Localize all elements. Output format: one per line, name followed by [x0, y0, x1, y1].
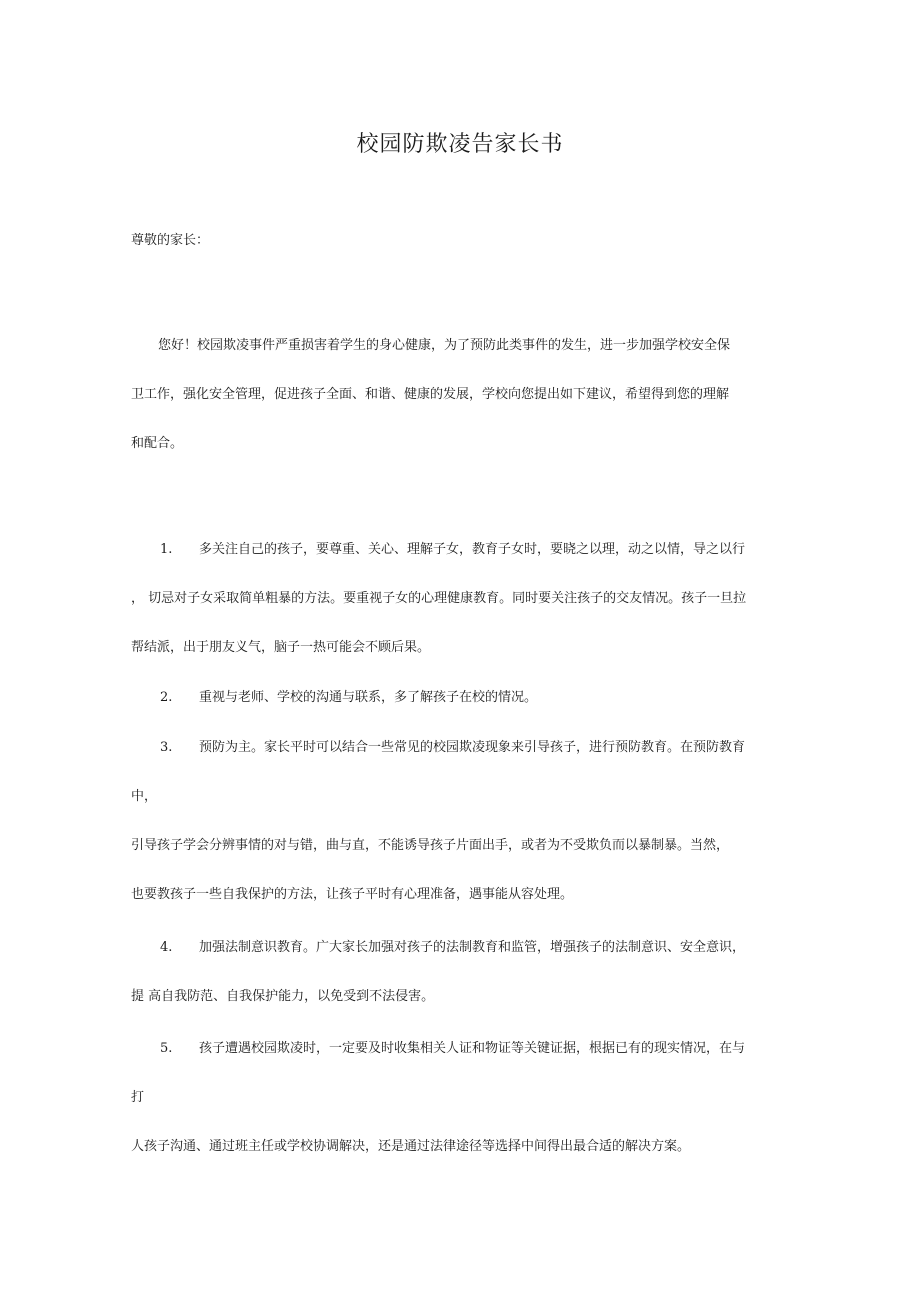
item-line: 打	[131, 1090, 145, 1105]
item-line: 提 高自我防范、自我保护能力，以免受到不法侵害。	[131, 989, 435, 1004]
item-line: 重视与老师、学校的沟通与联系，多了解孩子在校的情况。	[199, 690, 538, 705]
item-line: 帮结派，出于朋友义气，脑子一热可能会不顾后果。	[131, 640, 431, 655]
item-number: 2.	[160, 690, 173, 705]
intro-line: 您好！校园欺凌事件严重损害着学生的身心健康，为了预防此类事件的发生，进一步加强学校安全保	[158, 338, 731, 353]
item-line: 多关注自己的孩子，要尊重、关心、理解子女，教育子女时，要晓之以理，动之以情，导之以行	[199, 542, 746, 557]
item-line: 预防为主。家长平时可以结合一些常见的校园欺凌现象来引导孩子，进行预防教育。在预防教育	[199, 740, 746, 755]
item-line: 孩子遭遇校园欺凌时，一定要及时收集相关人证和物证等关键证据，根据已有的现实情况，在与	[199, 1041, 746, 1056]
item-number: 3.	[160, 740, 173, 755]
intro-line: 卫工作，强化安全管理，促进孩子全面、和谐、健康的发展，学校向您提出如下建议，希望得到您的理解	[131, 387, 730, 402]
item-number: 4.	[160, 940, 173, 955]
document-title: 校园防欺凌告家长书	[356, 132, 564, 157]
item-line: 中，	[131, 789, 158, 804]
item-number: 1.	[160, 542, 173, 557]
item-line: ， 切忌对子女采取简单粗暴的方法。要重视子女的心理健康教育。同时要关注孩子的交友情况。孩子一旦拉	[131, 591, 747, 606]
salutation: 尊敬的家长：	[131, 233, 210, 248]
item-line: 加强法制意识教育。广大家长加强对孩子的法制教育和监管，增强孩子的法制意识、安全意识，	[199, 940, 746, 955]
item-line: 人孩子沟通、通过班主任或学校协调解决，还是通过法律途径等选择中间得出最合适的解决方案。	[131, 1139, 691, 1154]
item-line: 引导孩子学会分辨事情的对与错，曲与直，不能诱导孩子片面出手，或者为不受欺负而以暴制暴。当然，	[131, 838, 730, 853]
item-line: 也要教孩子一些自我保护的方法，让孩子平时有心理准备，遇事能从容处理。	[131, 887, 574, 902]
item-number: 5.	[160, 1041, 173, 1056]
intro-line: 和配合。	[131, 436, 184, 451]
